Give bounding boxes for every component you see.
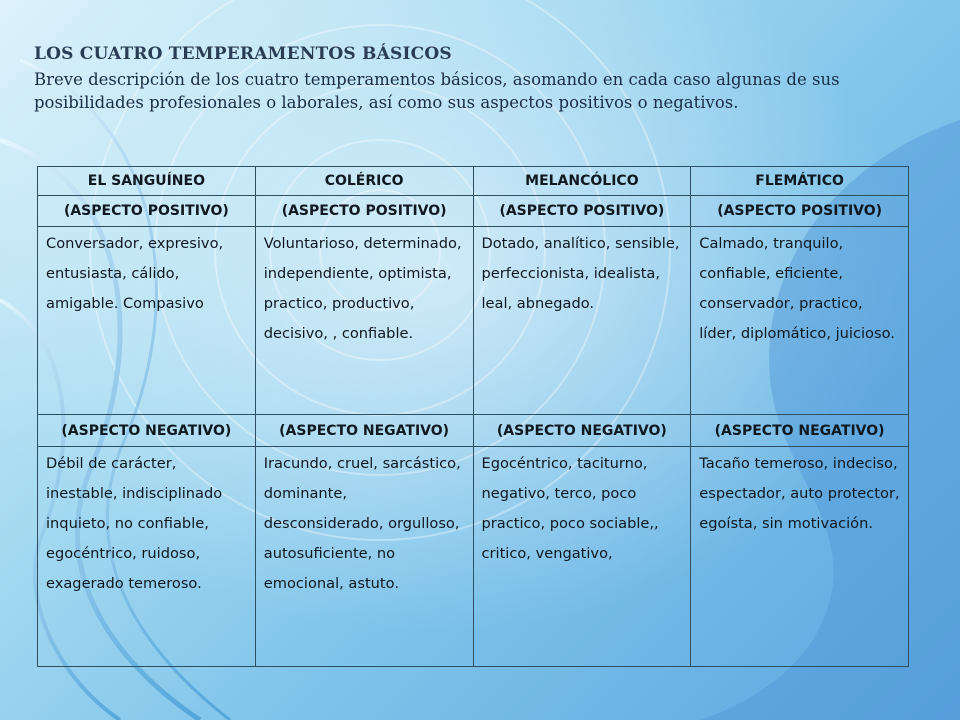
column-header-melancolico: MELANCÓLICO [473, 167, 691, 196]
positive-label: (ASPECTO POSITIVO) [255, 196, 473, 227]
page-title: LOS CUATRO TEMPERAMENTOS BÁSICOS [34, 44, 452, 64]
colerico-positive-traits: Voluntarioso, determinado, independiente, optimista, practico, productivo, decisivo, , confiable. [255, 227, 473, 415]
flematico-negative-traits: Tacaño temeroso, indeciso, espectador, auto protector, egoísta, sin motivación. [691, 446, 909, 666]
negative-traits-row [38, 446, 909, 666]
melancolico-positive-traits: Dotado, analítico, sensible, perfeccionista, idealista, leal, abnegado. [473, 227, 691, 415]
negative-label: (ASPECTO NEGATIVO) [691, 415, 909, 446]
header [34, 44, 934, 114]
negative-label: (ASPECTO NEGATIVO) [473, 415, 691, 446]
sanguineo-negative-traits: Débil de carácter, inestable, indisciplinado inquieto, no confiable, egocéntrico, ruidoso, exagerado temeroso. [38, 446, 256, 666]
positive-label: (ASPECTO POSITIVO) [691, 196, 909, 227]
positive-label: (ASPECTO POSITIVO) [473, 196, 691, 227]
negative-label: (ASPECTO NEGATIVO) [38, 415, 256, 446]
column-header-row [38, 167, 909, 196]
negative-label: (ASPECTO NEGATIVO) [255, 415, 473, 446]
colerico-negative-traits: Iracundo, cruel, sarcástico, dominante, desconsiderado, orgulloso, autosuficiente, no emocional, astuto. [255, 446, 473, 666]
positive-label-row [38, 196, 909, 227]
positive-traits-row [38, 227, 909, 415]
melancolico-negative-traits: Egocéntrico, taciturno, negativo, terco, poco practico, poco sociable,, critico, vengativo, [473, 446, 691, 666]
sanguineo-positive-traits: Conversador, expresivo, entusiasta, cálido, amigable. Compasivo [38, 227, 256, 415]
column-header-sanguineo: EL SANGUÍNEO [38, 167, 256, 196]
negative-label-row [38, 415, 909, 446]
temperaments-table [37, 166, 909, 667]
flematico-positive-traits: Calmado, tranquilo, confiable, eficiente, conservador, practico, líder, diplomático, juicioso. [691, 227, 909, 415]
column-header-flematico: FLEMÁTICO [691, 167, 909, 196]
column-header-colerico: COLÉRICO [255, 167, 473, 196]
positive-label: (ASPECTO POSITIVO) [38, 196, 256, 227]
page-description: Breve descripción de los cuatro temperamentos básicos, asomando en cada caso algunas de sus posibilidades profesionales o laborales, así como sus aspectos positivos o negativos. [34, 70, 840, 112]
